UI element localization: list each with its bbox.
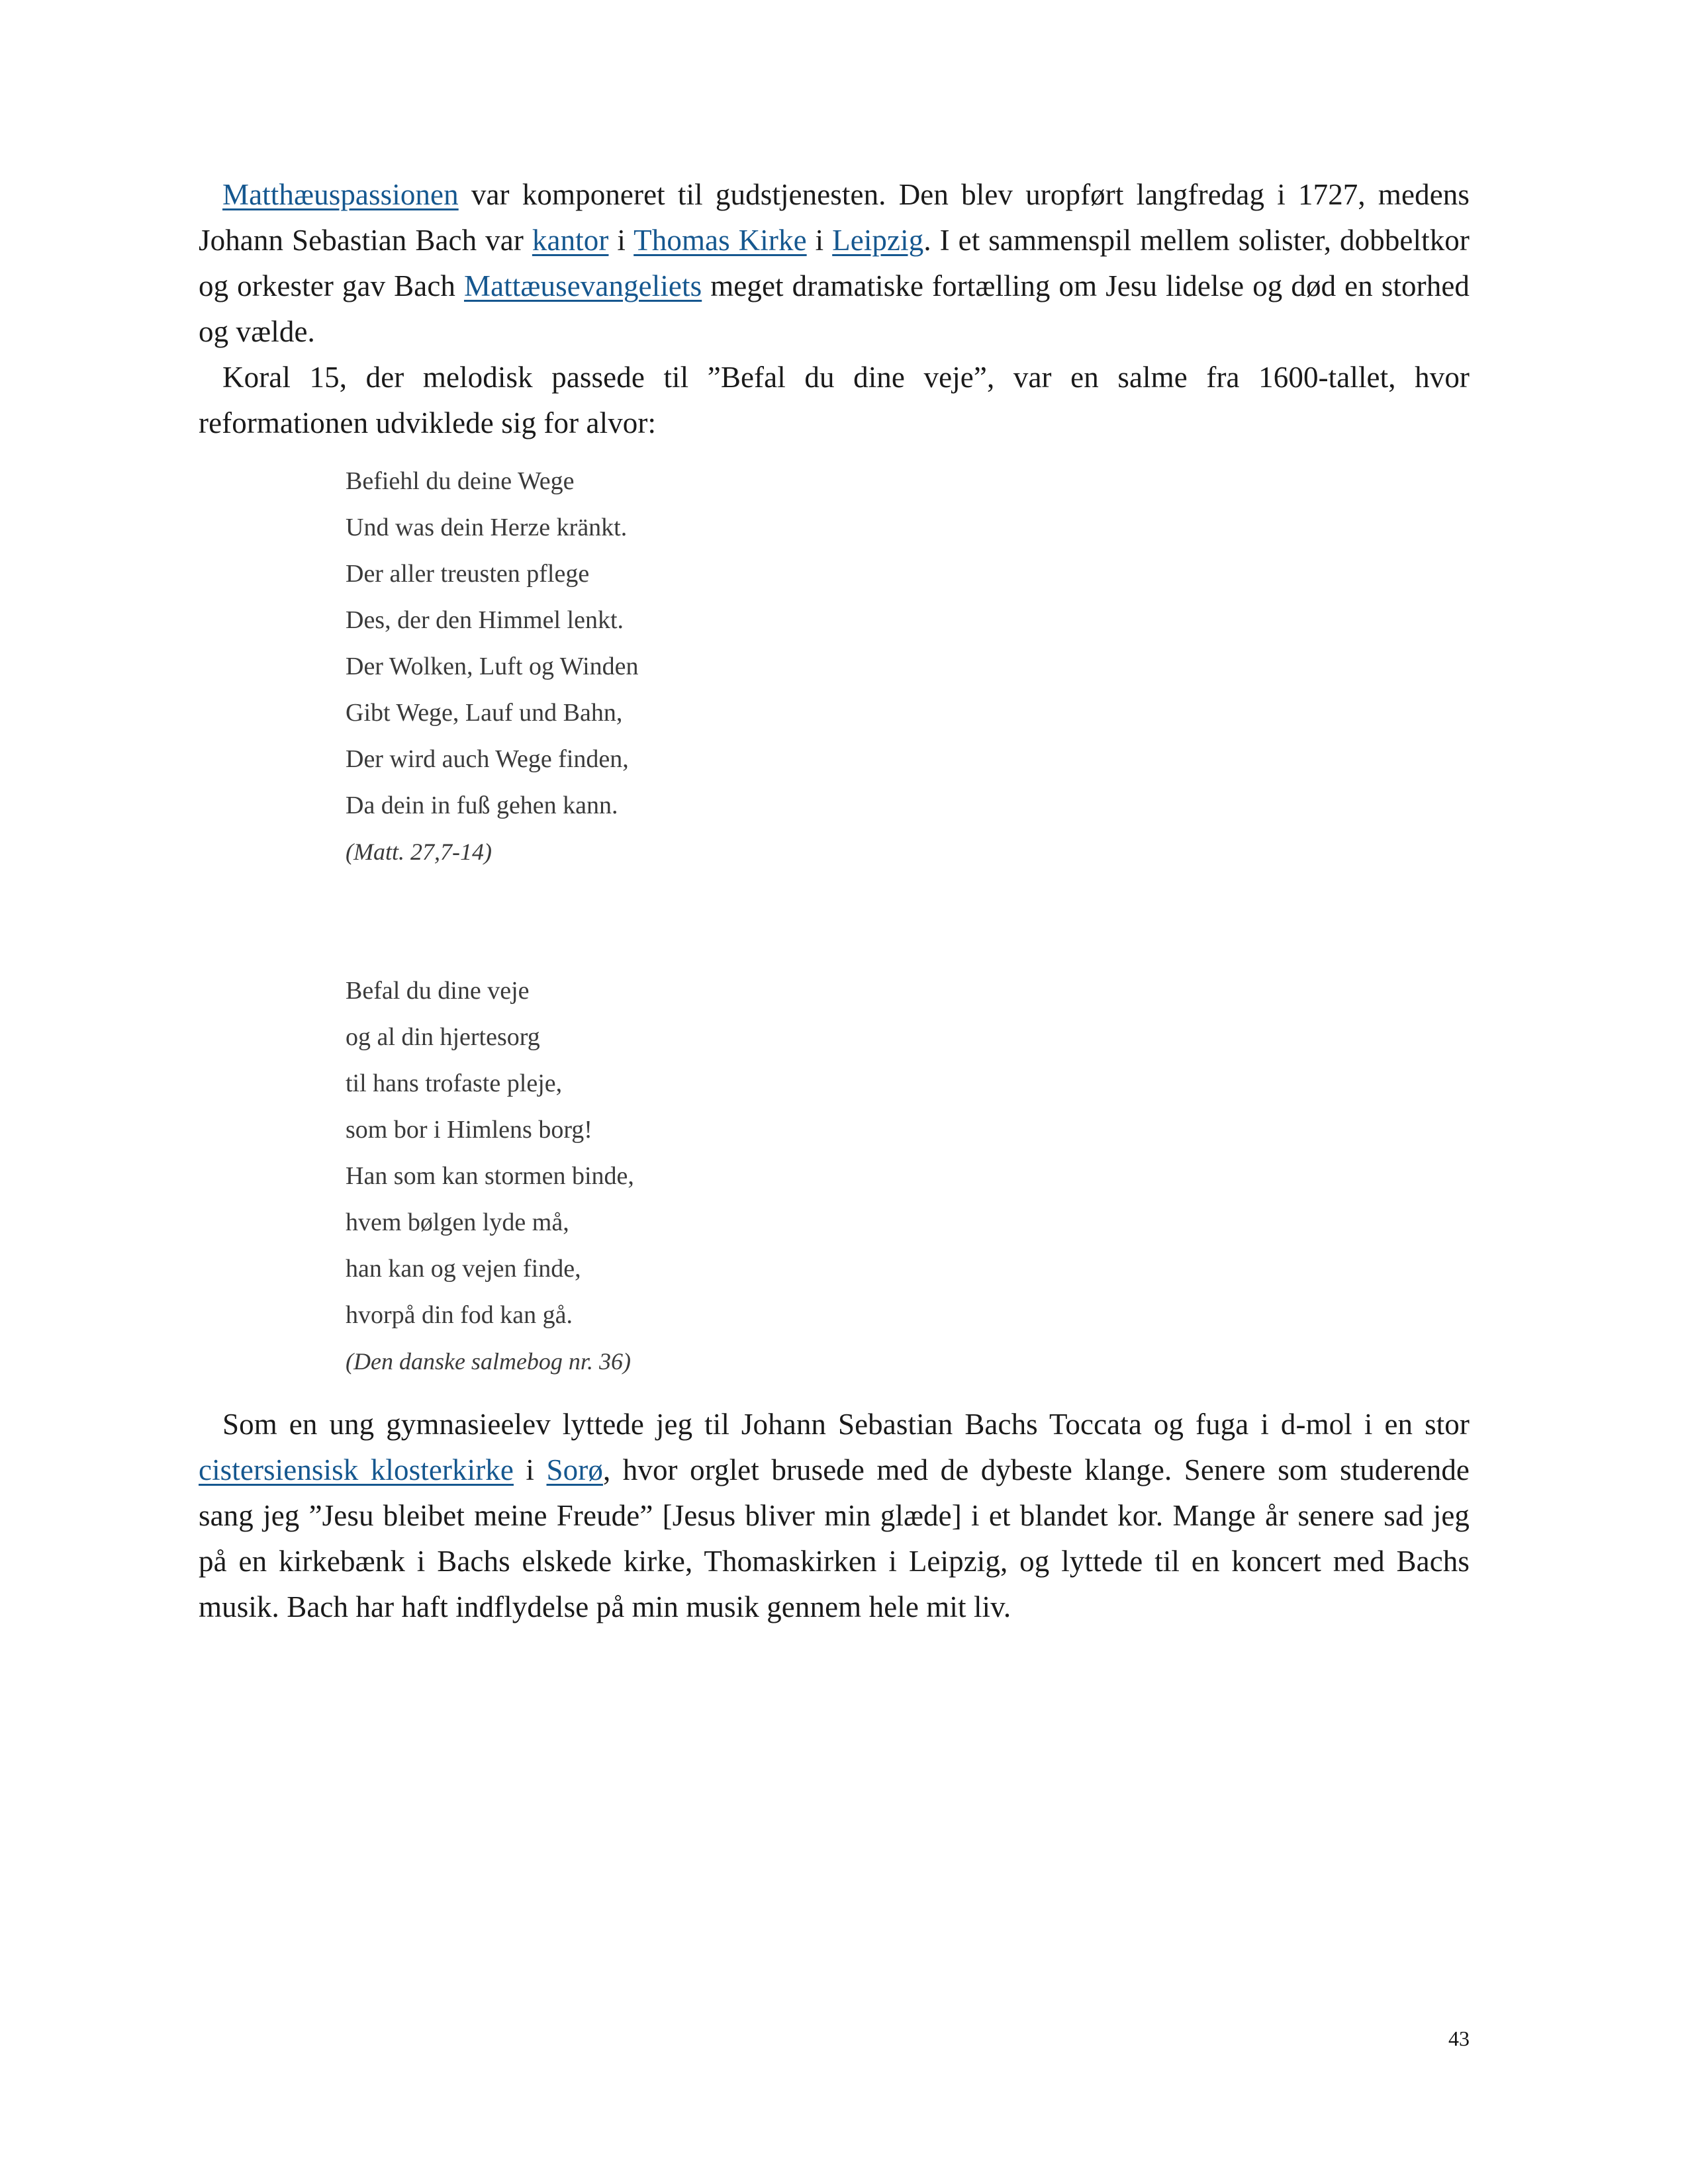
page-number: 43 (1448, 2026, 1470, 2050)
verse-line: hvorpå din fod kan gå. (346, 1301, 573, 1329)
verse-source-citation: (Matt. 27,7-14) (346, 839, 492, 865)
verse-line: Der Wolken, Luft og Winden (346, 653, 639, 680)
paragraph-text-segment: . I et sammenspil mellem solister, dobbeltkor og orkester gav Bach (199, 224, 1470, 302)
verse-line: Der aller treusten pflege (346, 560, 590, 588)
verse-block-german (346, 458, 1470, 968)
verse-line: Befal du dine veje (346, 977, 530, 1005)
paragraph-text-segment: , hvor orglet brusede med de dybeste klange. Senere som studerende sang jeg ”Jesu bleibet meine Freude” [Jesus bliver min glæde] i et blandet kor. Mange år senere sad jeg på en kirkebænk i Bachs elskede kirke, Thomaskirken i Leipzig, og lyttede til en koncert med Bachs musik. Bach har haft indflydelse på min musik gennem hele mit liv. (199, 1453, 1470, 1623)
paragraph-text-segment: var komponeret til gudstjenesten. Den blev uropført langfredag i 1727, medens Johann Sebastian Bach var (199, 178, 1470, 257)
verse-line: Befiehl du deine Wege (346, 467, 575, 495)
verse-block-danish (346, 968, 1470, 1385)
paragraph-text-segment: i (608, 224, 634, 257)
verse-line: Da dein in fuß gehen kann. (346, 792, 618, 819)
link-cistersiensisk-klosterkirke[interactable]: cistersiensisk klosterkirke (199, 1453, 514, 1486)
link-mattaeusevangeliets[interactable]: Mattæusevangeliets (463, 269, 702, 302)
verse-line: Des, der den Himmel lenkt. (346, 606, 624, 634)
paragraph-text-segment: Som en ung gymnasieelev lyttede jeg til Johann Sebastian Bachs Toccata og fuga i d-mol i en stor (222, 1408, 1470, 1441)
paragraph-matthaeuspassionen (199, 172, 1470, 355)
verse-spacer (346, 875, 1470, 921)
block-spacer (199, 1385, 1470, 1402)
link-kantor[interactable]: kantor (532, 224, 609, 257)
verse-line: Gibt Wege, Lauf und Bahn, (346, 699, 623, 727)
verse-line: han kan og vejen finde, (346, 1255, 581, 1283)
verse-line: Han som kan stormen binde, (346, 1162, 634, 1190)
link-soroe[interactable]: Sorø (546, 1453, 603, 1486)
link-leipzig[interactable]: Leipzig (832, 224, 924, 257)
paragraph-koral-15: Koral 15, der melodisk passede til ”Befal du dine veje”, var en salme fra 1600-tallet, hvor reformationen udviklede sig for alvor: (199, 361, 1470, 439)
verse-line: til hans trofaste pleje, (346, 1069, 563, 1097)
paragraph-text-segment: i (806, 224, 833, 257)
verse-line: Der wird auch Wege finden, (346, 745, 629, 773)
paragraph-gymnasieelev (199, 1402, 1470, 1630)
verse-line: og al din hjertesorg (346, 1023, 540, 1051)
verse-source-citation: (Den danske salmebog nr. 36) (346, 1348, 631, 1375)
paragraph-text-segment: i (513, 1453, 547, 1486)
link-thomas-kirke[interactable]: Thomas Kirke (633, 224, 807, 257)
page-content (199, 172, 1470, 1630)
paragraph-text-segment: meget dramatiske fortælling om Jesu lidelse og død en storhed og vælde. (199, 269, 1470, 348)
verse-line: hvem bølgen lyde må, (346, 1208, 569, 1236)
verse-line: som bor i Himlens borg! (346, 1116, 592, 1144)
verse-line: Und was dein Herze kränkt. (346, 514, 628, 541)
link-matthaeuspassionen[interactable]: Matthæuspassionen (222, 178, 459, 211)
verse-spacer (346, 921, 1470, 968)
